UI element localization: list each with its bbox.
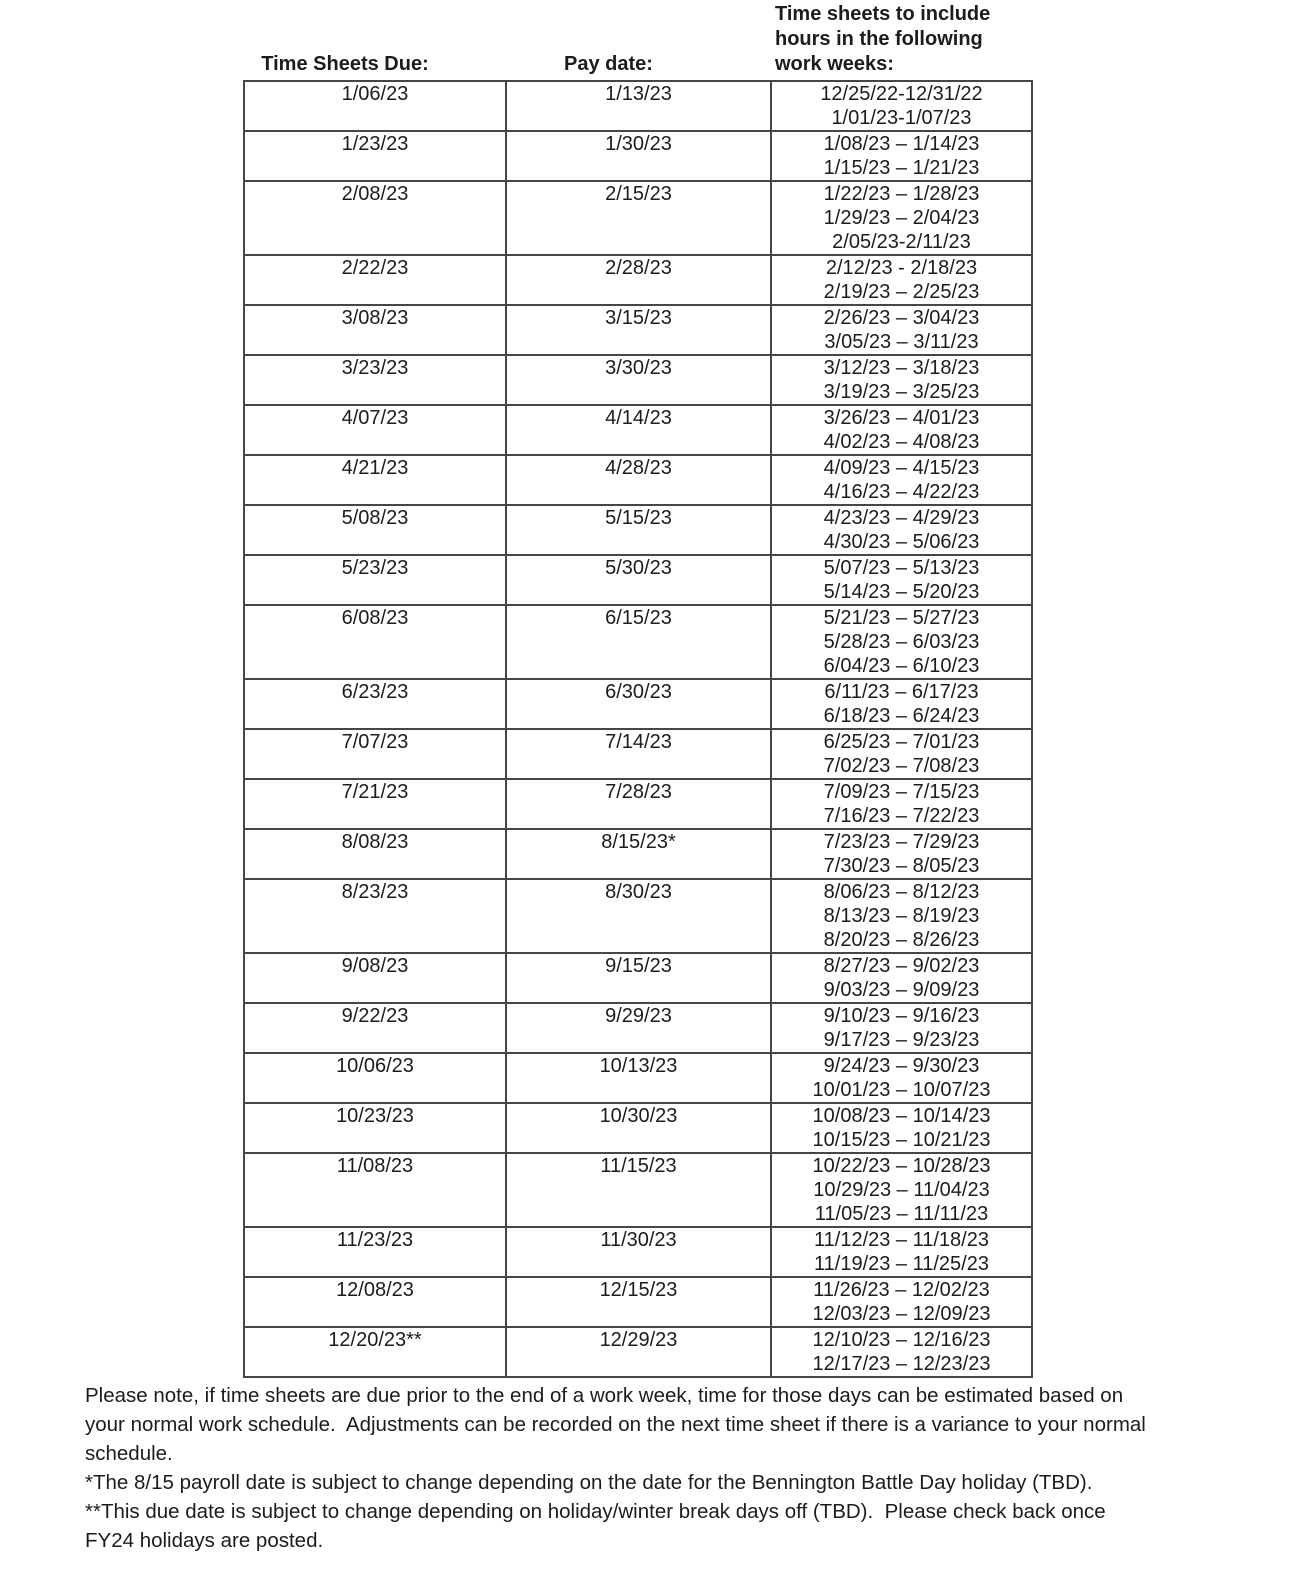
work-week-range: 9/03/23 – 9/09/23 (823, 979, 980, 1001)
due-date-cell: 1/23/23 (244, 131, 506, 181)
work-weeks-cell (771, 829, 1032, 879)
work-week-range: 11/05/23 – 11/11/23 (814, 1203, 989, 1225)
pay-date-cell: 6/30/23 (506, 679, 771, 729)
due-date-cell: 4/21/23 (244, 455, 506, 505)
pay-date-cell: 6/15/23 (506, 605, 771, 679)
work-weeks-cell (771, 1103, 1032, 1153)
column-header-work-weeks: Time sheets to include hours in the following work weeks: (775, 3, 991, 75)
note-line: *The 8/15 payroll date is subject to change depending on the date for the Bennington Battle Day holiday (TBD). (85, 1471, 1093, 1494)
due-date-cell: 10/23/23 (244, 1103, 506, 1153)
due-date-cell: 5/08/23 (244, 505, 506, 555)
pay-date-cell: 10/13/23 (506, 1053, 771, 1103)
pay-date-cell: 9/29/23 (506, 1003, 771, 1053)
table-row (244, 779, 1032, 829)
due-date-cell: 2/22/23 (244, 255, 506, 305)
note-asterisk (85, 1468, 1146, 1497)
pay-date-cell: 4/28/23 (506, 455, 771, 505)
column-header-work-weeks-cell (771, 2, 1032, 81)
work-week-range: 6/25/23 – 7/01/23 (823, 731, 980, 753)
table-row (244, 505, 1032, 555)
due-date-cell: 4/07/23 (244, 405, 506, 455)
work-weeks-cell (771, 355, 1032, 405)
work-week-range: 6/11/23 – 6/17/23 (824, 681, 979, 703)
work-weeks-cell (771, 605, 1032, 679)
note-line: Please note, if time sheets are due prior to the end of a work week, time for those days can be estimated based on (85, 1384, 1124, 1407)
work-week-range: 7/23/23 – 7/29/23 (823, 831, 980, 853)
note-line: FY24 holidays are posted. (85, 1529, 324, 1552)
due-date-cell: 7/07/23 (244, 729, 506, 779)
due-date-cell: 11/23/23 (244, 1227, 506, 1277)
table-row (244, 181, 1032, 255)
table-row (244, 953, 1032, 1003)
work-week-range: 4/30/23 – 5/06/23 (823, 531, 980, 553)
pay-date-cell: 3/30/23 (506, 355, 771, 405)
column-header-pay: Pay date: (564, 53, 653, 75)
due-date-cell: 10/06/23 (244, 1053, 506, 1103)
pay-date-cell: 2/28/23 (506, 255, 771, 305)
work-weeks-cell (771, 1003, 1032, 1053)
due-date-cell: 12/08/23 (244, 1277, 506, 1327)
due-date-cell: 8/08/23 (244, 829, 506, 879)
pay-date-cell: 5/15/23 (506, 505, 771, 555)
work-week-range: 4/23/23 – 4/29/23 (823, 507, 980, 529)
pay-date-cell: 11/30/23 (506, 1227, 771, 1277)
due-date-cell: 2/08/23 (244, 181, 506, 255)
work-week-range: 3/12/23 – 3/18/23 (823, 357, 980, 379)
work-week-range: 8/13/23 – 8/19/23 (823, 905, 980, 927)
due-date-cell: 11/08/23 (244, 1153, 506, 1227)
work-week-range: 9/10/23 – 9/16/23 (823, 1005, 980, 1027)
due-date-cell: 6/08/23 (244, 605, 506, 679)
work-weeks-cell (771, 505, 1032, 555)
due-date-cell: 9/22/23 (244, 1003, 506, 1053)
work-week-range: 3/05/23 – 3/11/23 (824, 331, 979, 353)
table-row (244, 1277, 1032, 1327)
work-week-range: 1/01/23-1/07/23 (831, 107, 972, 129)
work-week-range: 10/01/23 – 10/07/23 (812, 1079, 991, 1101)
pay-date-cell: 10/30/23 (506, 1103, 771, 1153)
due-date-cell: 3/08/23 (244, 305, 506, 355)
work-week-range: 3/26/23 – 4/01/23 (823, 407, 980, 429)
work-week-range: 11/12/23 – 11/18/23 (814, 1229, 989, 1251)
table-row (244, 305, 1032, 355)
work-weeks-cell (771, 81, 1032, 131)
note-general (85, 1381, 1146, 1468)
work-week-range: 9/17/23 – 9/23/23 (823, 1029, 980, 1051)
column-header-due-cell (244, 2, 506, 81)
work-week-range: 1/15/23 – 1/21/23 (823, 157, 980, 179)
table-row (244, 879, 1032, 953)
work-week-range: 10/22/23 – 10/28/23 (812, 1155, 991, 1177)
table-row (244, 1103, 1032, 1153)
due-date-cell: 3/23/23 (244, 355, 506, 405)
work-week-range: 4/09/23 – 4/15/23 (823, 457, 980, 479)
pay-date-cell: 9/15/23 (506, 953, 771, 1003)
work-weeks-cell (771, 729, 1032, 779)
work-weeks-cell (771, 305, 1032, 355)
table-row (244, 255, 1032, 305)
work-week-range: 12/25/22-12/31/22 (820, 83, 983, 105)
note-double-asterisk (85, 1497, 1146, 1555)
due-date-cell: 8/23/23 (244, 879, 506, 953)
table-row (244, 1327, 1032, 1377)
work-weeks-cell (771, 1053, 1032, 1103)
work-week-range: 7/30/23 – 8/05/23 (823, 855, 980, 877)
work-weeks-cell (771, 455, 1032, 505)
work-weeks-cell (771, 131, 1032, 181)
payroll-schedule (243, 2, 1033, 1378)
work-week-range: 7/16/23 – 7/22/23 (823, 805, 980, 827)
work-week-range: 6/18/23 – 6/24/23 (823, 705, 980, 727)
work-weeks-cell (771, 879, 1032, 953)
work-week-range: 10/08/23 – 10/14/23 (812, 1105, 991, 1127)
table-row (244, 455, 1032, 505)
note-line: your normal work schedule. Adjustments can be recorded on the next time sheet if there is a variance to your normal (85, 1413, 1146, 1436)
work-week-range: 7/02/23 – 7/08/23 (823, 755, 980, 777)
work-week-range: 3/19/23 – 3/25/23 (823, 381, 980, 403)
table-row (244, 405, 1032, 455)
pay-date-cell: 8/30/23 (506, 879, 771, 953)
work-week-range: 8/06/23 – 8/12/23 (823, 881, 980, 903)
work-week-range: 2/05/23-2/11/23 (832, 231, 971, 253)
work-week-range: 11/26/23 – 12/02/23 (813, 1279, 990, 1301)
table-row (244, 605, 1032, 679)
table-row (244, 131, 1032, 181)
pay-date-cell: 2/15/23 (506, 181, 771, 255)
table-row (244, 1153, 1032, 1227)
pay-date-cell: 11/15/23 (506, 1153, 771, 1227)
work-week-range: 12/17/23 – 12/23/23 (812, 1353, 991, 1375)
table-row (244, 81, 1032, 131)
column-header-pay-cell (506, 2, 771, 81)
work-weeks-cell (771, 1153, 1032, 1227)
due-date-cell: 5/23/23 (244, 555, 506, 605)
payroll-schedule-table (243, 2, 1033, 1378)
work-week-range: 12/03/23 – 12/09/23 (812, 1303, 991, 1325)
note-line: **This due date is subject to change depending on holiday/winter break days off (TBD). Please check back once (85, 1500, 1106, 1523)
work-week-range: 4/02/23 – 4/08/23 (823, 431, 980, 453)
work-weeks-cell (771, 1327, 1032, 1377)
work-weeks-cell (771, 181, 1032, 255)
work-week-range: 5/21/23 – 5/27/23 (823, 607, 980, 629)
pay-date-cell: 1/30/23 (506, 131, 771, 181)
work-week-range: 8/27/23 – 9/02/23 (823, 955, 980, 977)
work-week-range: 12/10/23 – 12/16/23 (812, 1329, 991, 1351)
table-row (244, 1227, 1032, 1277)
table-row (244, 729, 1032, 779)
table-header-row (244, 2, 1032, 81)
work-weeks-cell (771, 953, 1032, 1003)
pay-date-cell: 12/29/23 (506, 1327, 771, 1377)
work-weeks-cell (771, 1277, 1032, 1327)
table-body (244, 81, 1032, 1377)
pay-date-cell: 4/14/23 (506, 405, 771, 455)
work-weeks-cell (771, 1227, 1032, 1277)
pay-date-cell: 12/15/23 (506, 1277, 771, 1327)
work-weeks-cell (771, 405, 1032, 455)
pay-date-cell: 7/28/23 (506, 779, 771, 829)
table-row (244, 1003, 1032, 1053)
pay-date-cell: 3/15/23 (506, 305, 771, 355)
work-week-range: 10/29/23 – 11/04/23 (813, 1179, 990, 1201)
work-week-range: 10/15/23 – 10/21/23 (812, 1129, 991, 1151)
work-week-range: 2/26/23 – 3/04/23 (823, 307, 980, 329)
work-week-range: 7/09/23 – 7/15/23 (823, 781, 980, 803)
table-row (244, 829, 1032, 879)
work-weeks-cell (771, 555, 1032, 605)
due-date-cell: 1/06/23 (244, 81, 506, 131)
work-week-range: 6/04/23 – 6/10/23 (823, 655, 980, 677)
work-week-range: 2/19/23 – 2/25/23 (823, 281, 980, 303)
work-week-range: 8/20/23 – 8/26/23 (823, 929, 980, 951)
pay-date-cell: 5/30/23 (506, 555, 771, 605)
column-header-due: Time Sheets Due: (261, 53, 429, 75)
pay-date-cell: 8/15/23* (506, 829, 771, 879)
work-week-range: 1/08/23 – 1/14/23 (823, 133, 980, 155)
table-row (244, 1053, 1032, 1103)
work-week-range: 5/07/23 – 5/13/23 (823, 557, 980, 579)
table-row (244, 679, 1032, 729)
work-weeks-cell (771, 779, 1032, 829)
work-week-range: 1/29/23 – 2/04/23 (823, 207, 980, 229)
work-week-range: 5/28/23 – 6/03/23 (823, 631, 980, 653)
notes (85, 1381, 1146, 1555)
work-week-range: 4/16/23 – 4/22/23 (823, 481, 980, 503)
table-header (244, 2, 1032, 81)
work-week-range: 9/24/23 – 9/30/23 (823, 1055, 980, 1077)
work-week-range: 5/14/23 – 5/20/23 (823, 581, 980, 603)
pay-date-cell: 7/14/23 (506, 729, 771, 779)
due-date-cell: 7/21/23 (244, 779, 506, 829)
work-week-range: 11/19/23 – 11/25/23 (814, 1253, 989, 1275)
work-weeks-cell (771, 255, 1032, 305)
table-row (244, 555, 1032, 605)
note-line: schedule. (85, 1442, 173, 1465)
work-weeks-cell (771, 679, 1032, 729)
due-date-cell: 6/23/23 (244, 679, 506, 729)
due-date-cell: 12/20/23** (244, 1327, 506, 1377)
due-date-cell: 9/08/23 (244, 953, 506, 1003)
work-week-range: 2/12/23 - 2/18/23 (825, 257, 978, 279)
work-week-range: 1/22/23 – 1/28/23 (823, 183, 980, 205)
pay-date-cell: 1/13/23 (506, 81, 771, 131)
table-row (244, 355, 1032, 405)
